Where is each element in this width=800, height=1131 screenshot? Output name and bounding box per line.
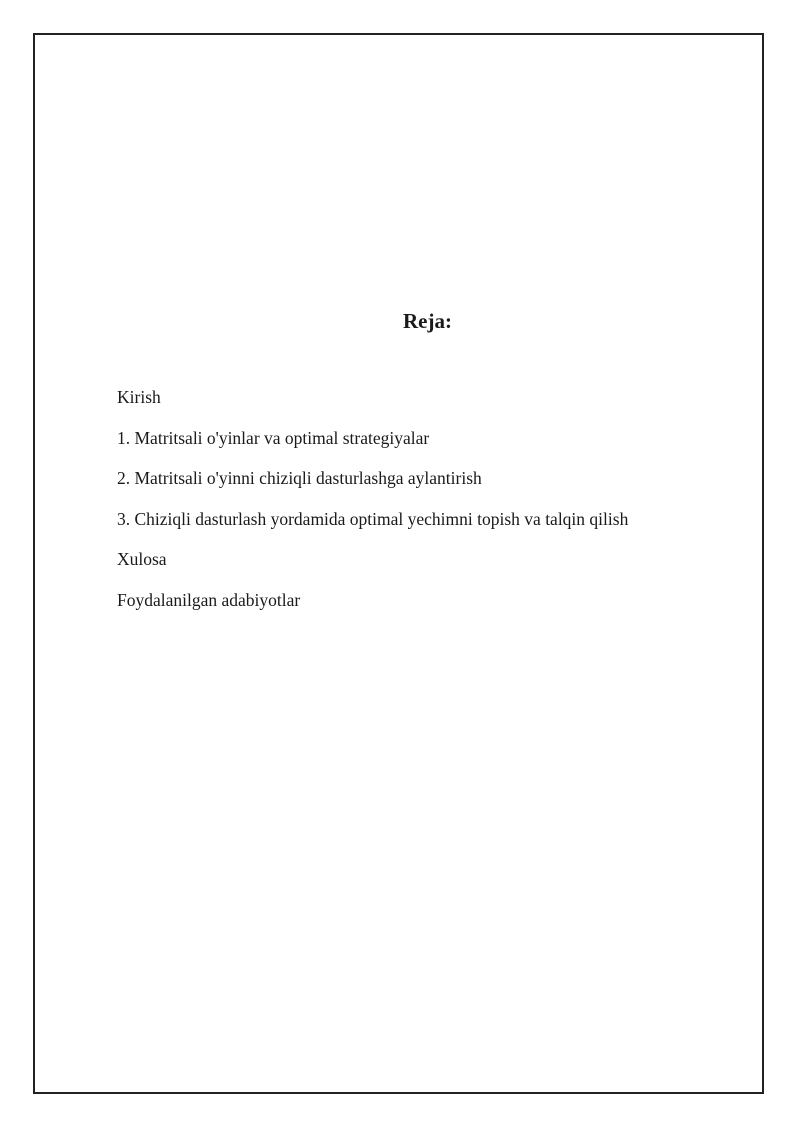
plan-item-conclusion: Xulosa <box>117 549 167 569</box>
page-border <box>33 33 764 1094</box>
plan-item-1: 1. Matritsali o'yinlar va optimal strategiyalar <box>117 427 430 448</box>
plan-item-2: 2. Matritsali o'yinni chiziqli dasturlashga aylantirish <box>117 468 482 488</box>
plan-item-references: Foydalanilgan adabiyotlar <box>117 589 301 610</box>
plan-item-introduction: Kirish <box>117 387 161 407</box>
plan-list <box>117 385 628 628</box>
plan-item-3: 3. Chiziqli dasturlash yordamida optimal yechimni topish va talqin qilish <box>117 508 629 529</box>
plan-title: Reja: <box>403 309 452 333</box>
